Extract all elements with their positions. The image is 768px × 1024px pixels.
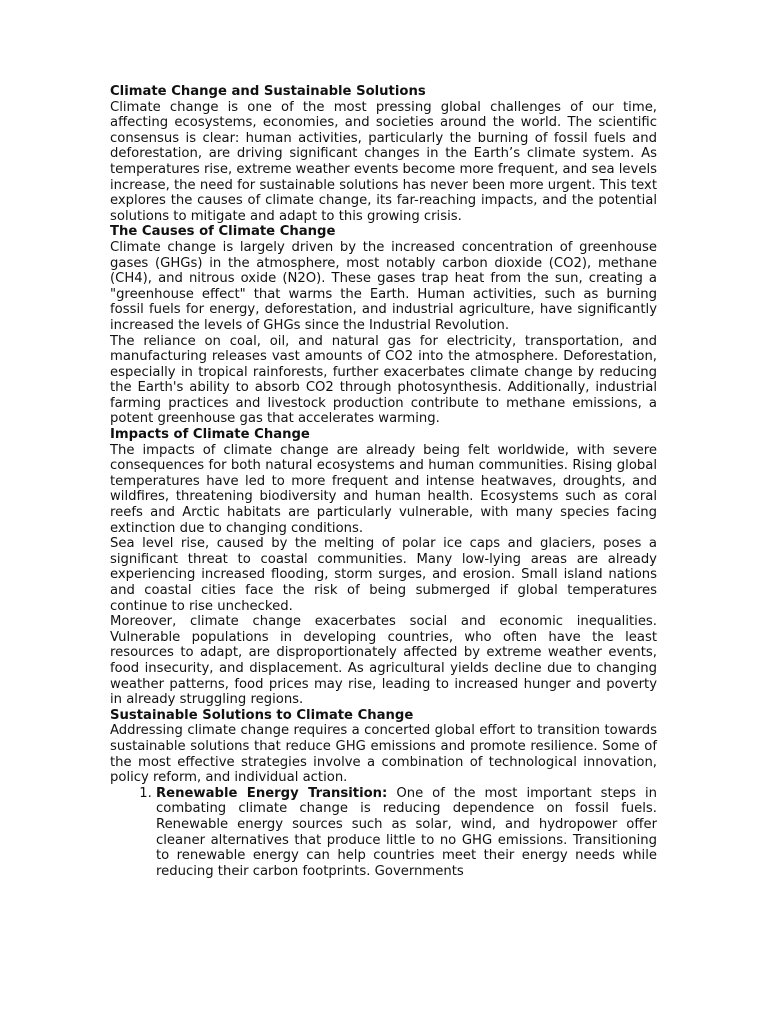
- paragraph: Moreover, climate change exacerbates social and economic inequalities. Vulnerable populations in developing countries, who often have the least resources to adapt, are disproportionately affected by extreme weather events, food insecurity, and displacement. As agricultural yields decline due to changing weather patterns, food prices may rise, leading to increased hunger and poverty in already struggling regions.: [110, 614, 657, 708]
- paragraph: Addressing climate change requires a concerted global effort to transition towards sustainable solutions that reduce GHG emissions and promote resilience. Some of the most effective strategies involve a combination of technological innovation, policy reform, and individual action.: [110, 723, 657, 786]
- list-item-text: One of the most important steps in combating climate change is reducing dependence on fossil fuels. Renewable energy sources such as solar, wind, and hydropower offer cleaner alternatives that produce little to no GHG emissions. Transitioning to renewable energy can help countries meet their energy needs while reducing their carbon footprints. Governments: [156, 785, 658, 879]
- list-item-label: Renewable Energy Transition:: [156, 785, 388, 801]
- section-heading-impacts: Impacts of Climate Change: [110, 427, 310, 443]
- document-title: Climate Change and Sustainable Solutions: [110, 84, 426, 99]
- document-body: [110, 84, 657, 879]
- paragraph: The impacts of climate change are already being felt worldwide, with severe consequences for both natural ecosystems and human communities. Rising global temperatures have led to more frequent and intense heatwaves, droughts, and wildfires, threatening biodiversity and human health. Ecosystems such as coral reefs and Arctic habitats are particularly vulnerable, with many species facing extinction due to changing conditions.: [110, 442, 657, 536]
- section-heading-causes: The Causes of Climate Change: [110, 224, 336, 240]
- paragraph: Sea level rise, caused by the melting of polar ice caps and glaciers, poses a significant threat to coastal communities. Many low-lying areas are already experiencing increased flooding, storm surges, and erosion. Small island nations and coastal cities face the risk of being submerged if global temperatures continue to rise unchecked.: [110, 536, 657, 614]
- list-item: [156, 786, 657, 880]
- paragraph: The reliance on coal, oil, and natural gas for electricity, transportation, and manufacturing releases vast amounts of CO2 into the atmosphere. Deforestation, especially in tropical rainforests, further exacerbates climate change by reducing the Earth's ability to absorb CO2 through photosynthesis. Additionally, industrial farming practices and livestock production contribute to methane emissions, a potent greenhouse gas that accelerates warming.: [110, 333, 657, 427]
- section-heading-solutions: Sustainable Solutions to Climate Change: [110, 707, 414, 723]
- solutions-list: [110, 786, 657, 880]
- paragraph: Climate change is largely driven by the increased concentration of greenhouse gases (GHGs) in the atmosphere, most notably carbon dioxide (CO2), methane (CH4), and nitrous oxide (N2O). These gases trap heat from the sun, creating a "greenhouse effect" that warms the Earth. Human activities, such as burning fossil fuels for energy, deforestation, and industrial agriculture, have significantly increased the levels of GHGs since the Industrial Revolution.: [110, 239, 657, 333]
- intro-paragraph: Climate change is one of the most pressing global challenges of our time, affecting ecosystems, economies, and societies around the world. The scientific consensus is clear: human activities, particularly the burning of fossil fuels and deforestation, are driving significant changes in the Earth’s climate system. As temperatures rise, extreme weather events become more frequent, and sea levels increase, the need for sustainable solutions has never been more urgent. This text explores the causes of climate change, its far-reaching impacts, and the potential solutions to mitigate and adapt to this growing crisis.: [110, 99, 657, 224]
